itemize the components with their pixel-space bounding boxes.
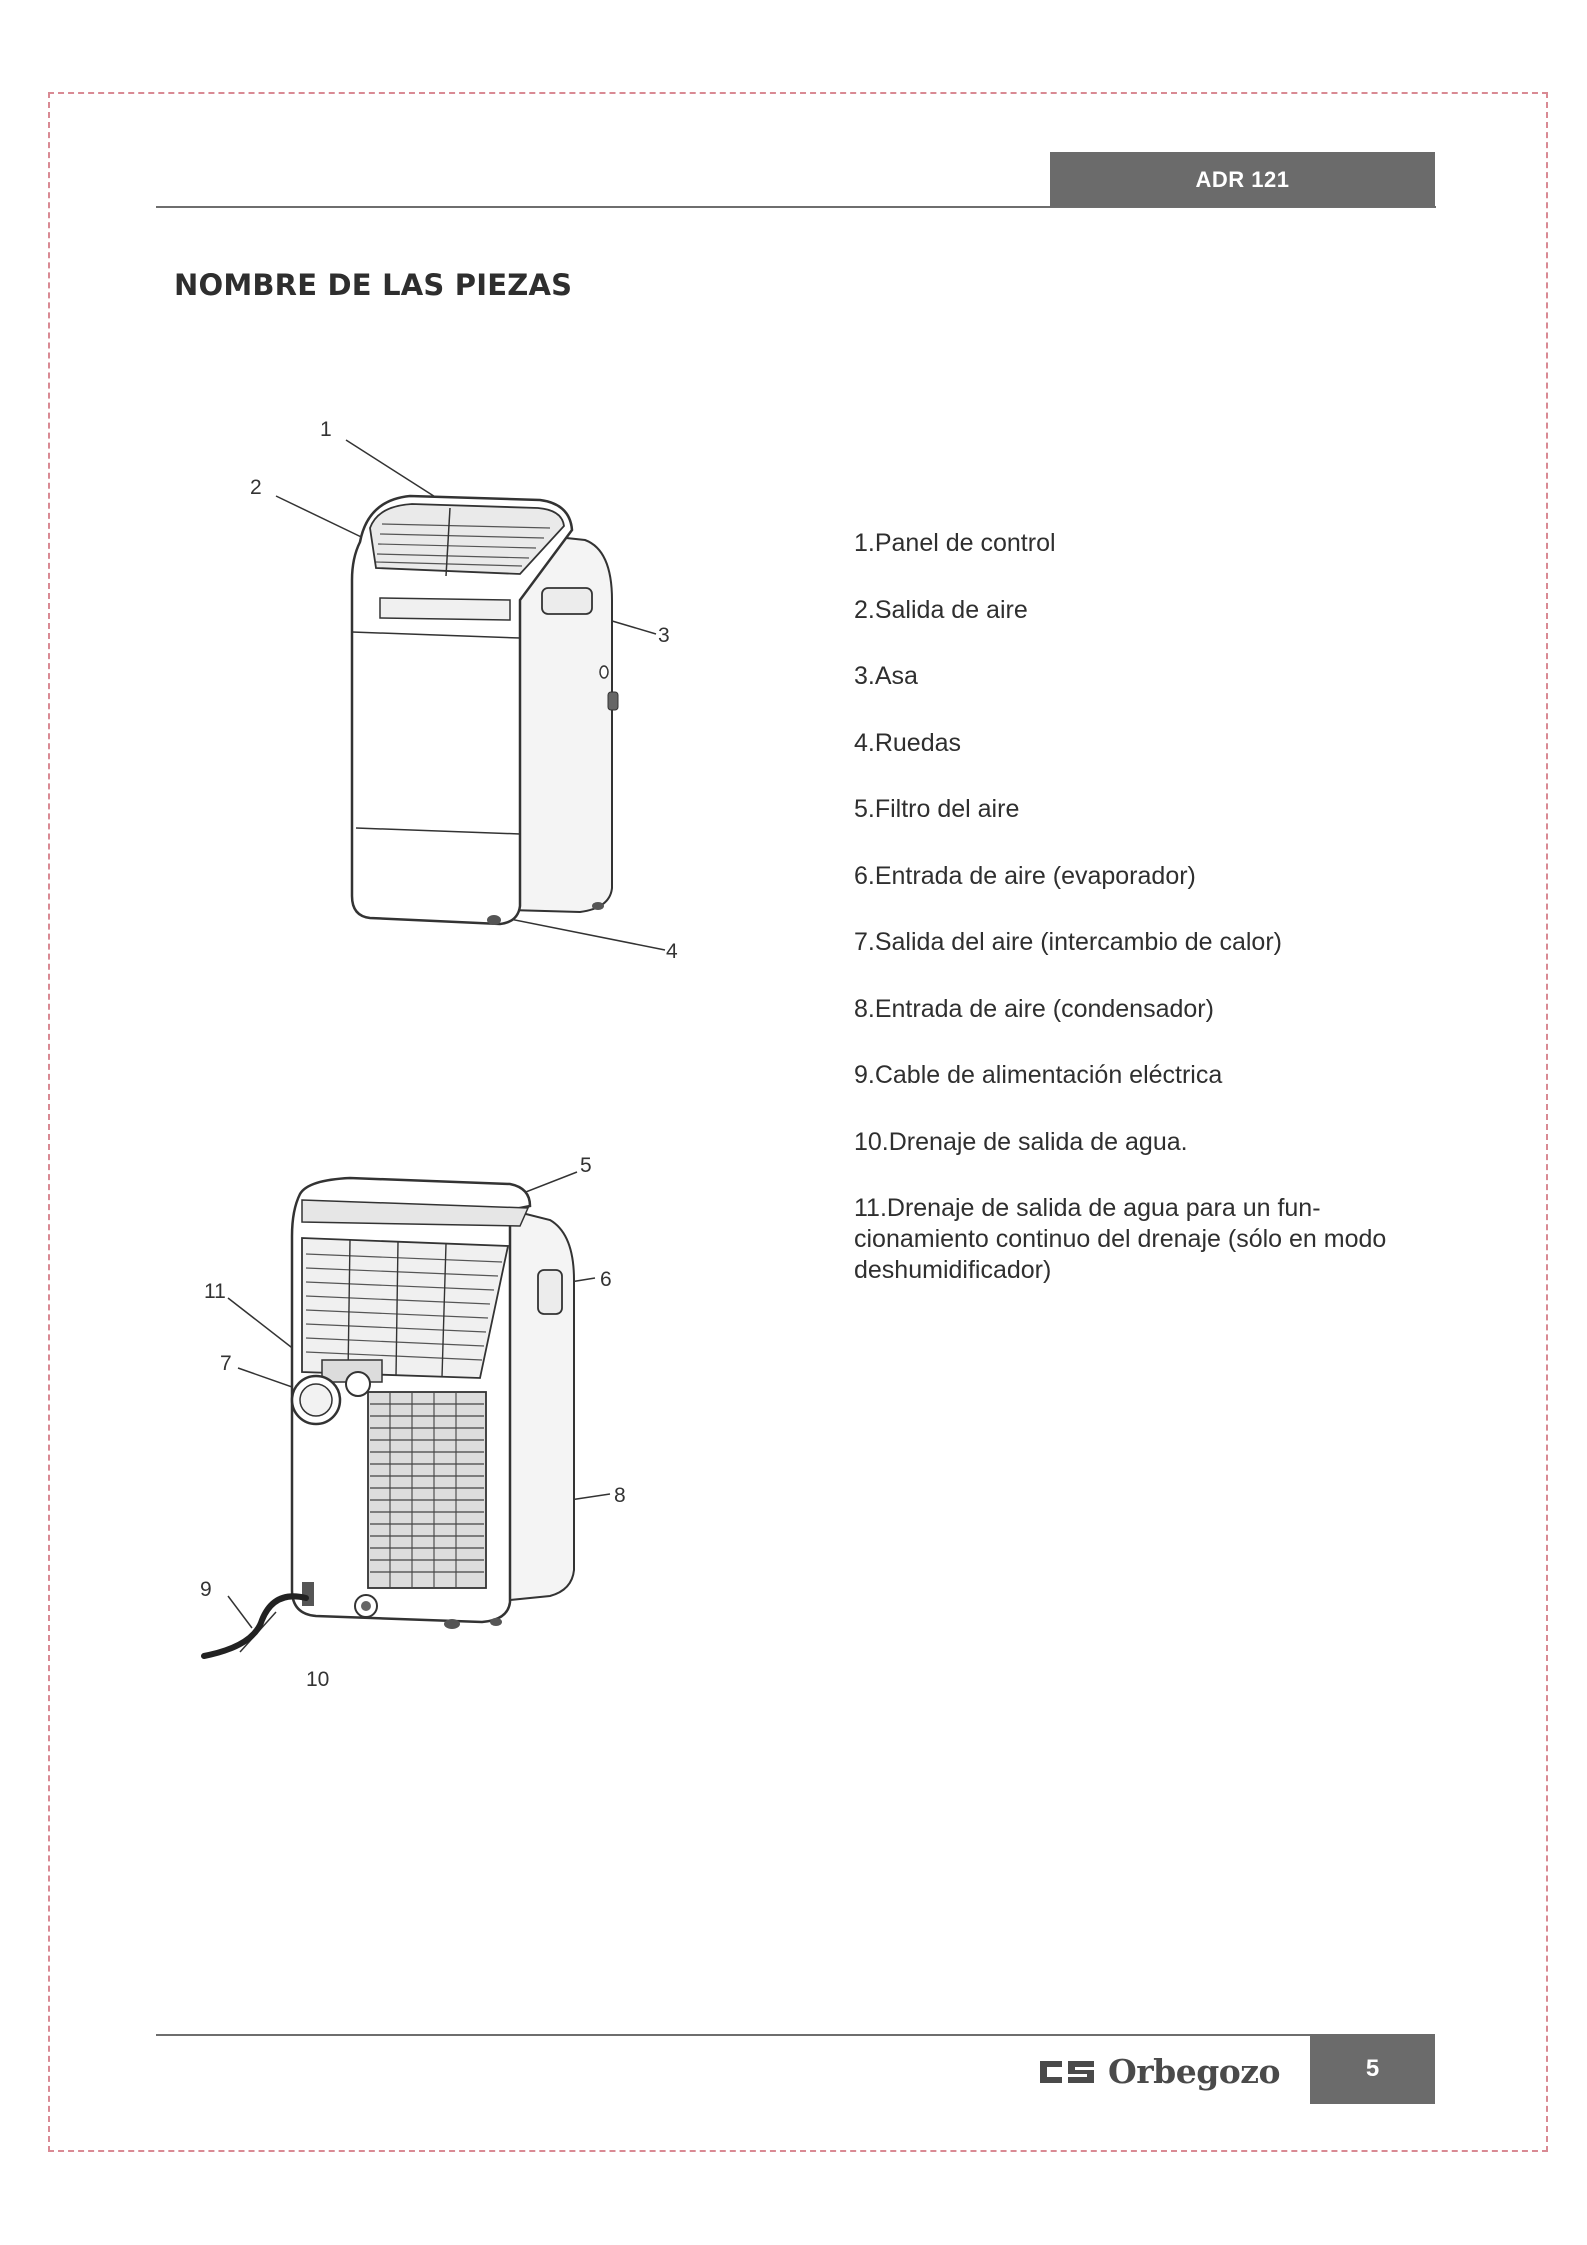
- front-view-illustration: [220, 410, 700, 970]
- back-callout-8: 8: [614, 1484, 626, 1507]
- back-callout-10: 10: [306, 1668, 330, 1691]
- front-callout-3: 3: [658, 624, 670, 647]
- brand-mark-icon: [1038, 2057, 1096, 2087]
- back-callout-7: 7: [220, 1352, 232, 1375]
- front-callout-4: 4: [666, 940, 678, 963]
- model-tab: ADR 121: [1050, 152, 1435, 207]
- front-callout-2: 2: [250, 476, 262, 499]
- back-callout-6: 6: [600, 1268, 612, 1291]
- part-item: 8.Entrada de aire (condensador): [854, 994, 1214, 1023]
- part-item: 1.Panel de control: [854, 529, 1056, 557]
- brand-wordmark: Orbegozo: [1108, 2052, 1281, 2091]
- part-item: 11.Drenaje de salida de agua para un fun-cionamiento continuo del drenaje (sólo en modo deshumidificador): [854, 1194, 1387, 1284]
- part-item: 2.Salida de aire: [854, 595, 1028, 624]
- parts-list: [854, 528, 1414, 1322]
- part-item: 3.Asa: [854, 662, 918, 690]
- page-title: NOMBRE DE LAS PIEZAS: [174, 268, 573, 302]
- page-number: 5: [1310, 2034, 1435, 2104]
- back-callout-11: 11: [204, 1280, 226, 1303]
- part-item: 5.Filtro del aire: [854, 795, 1020, 823]
- back-callout-9: 9: [200, 1578, 212, 1601]
- back-view-illustration: [190, 1150, 670, 1710]
- part-item: 9.Cable de alimentación eléctrica: [854, 1061, 1223, 1089]
- front-callout-1: 1: [320, 418, 332, 441]
- part-item: 4.Ruedas: [854, 728, 962, 757]
- part-item: 7.Salida del aire (intercambio de calor): [854, 928, 1282, 956]
- footer-rule: [156, 2034, 1310, 2036]
- brand-logo: [1038, 2052, 1280, 2091]
- part-item: 6.Entrada de aire (evaporador): [854, 861, 1196, 890]
- back-callout-5: 5: [580, 1154, 592, 1177]
- part-item: 10.Drenaje de salida de agua.: [854, 1127, 1188, 1156]
